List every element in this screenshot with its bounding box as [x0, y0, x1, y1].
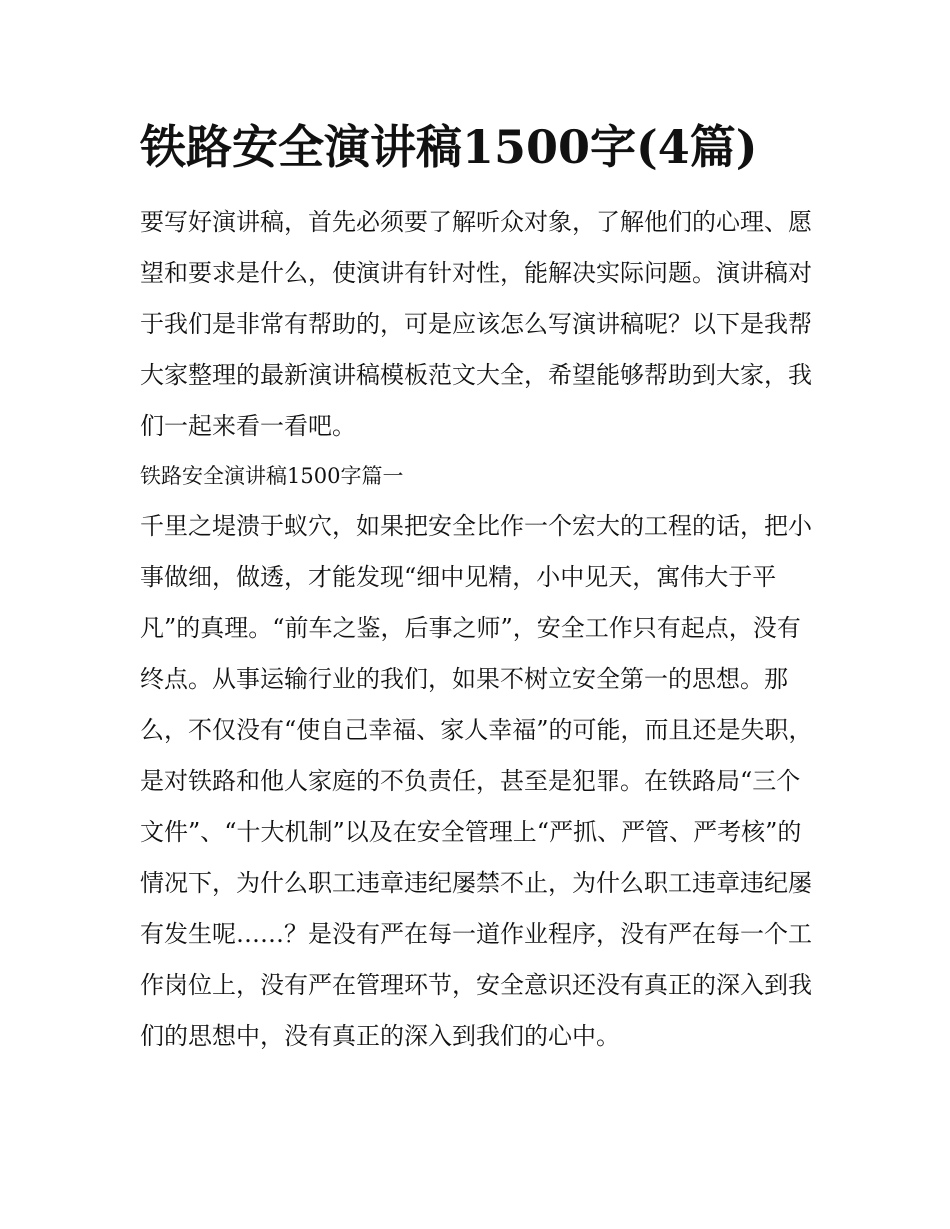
intro-paragraph: 要写好演讲稿，首先必须要了解听众对象，了解他们的心理、愿望和要求是什么，使演讲有针对性，能解决实际问题。演讲稿对于我们是非常有帮助的，可是应该怎么写演讲稿呢？以下是我帮大家整理的最新演讲稿模板范文大全，希望能够帮助到大家，我们一起来看一看吧。	[140, 208, 812, 440]
document-title: 铁路安全演讲稿1500字(4篇)	[140, 120, 758, 174]
body-paragraph: 千里之堤溃于蚁穴，如果把安全比作一个宏大的工程的话，把小事做细，做透，才能发现“细中见精，小中见天，寓伟大于平凡”的真理。“前车之鉴，后事之师”，安全工作只有起点，没有终点。从事运输行业的我们，如果不树立安全第一的思想。那么，不仅没有“使自己幸福、家人幸福”的可能，而且还是失职，是对铁路和他人家庭的不负责任，甚至是犯罪。在铁路局“三个文件”、“十大机制”以及在安全管理上“严抓、严管、严考核”的情况下，为什么职工违章违纪屡禁不止，为什么职工违章违纪屡有发生呢……？是没有严在每一道作业程序，没有严在每一个工作岗位上，没有严在管理环节，安全意识还没有真正的深入到我们的思想中，没有真正的深入到我们的心中。	[140, 512, 813, 1050]
section-heading: 铁路安全演讲稿1500字篇一	[140, 464, 404, 488]
